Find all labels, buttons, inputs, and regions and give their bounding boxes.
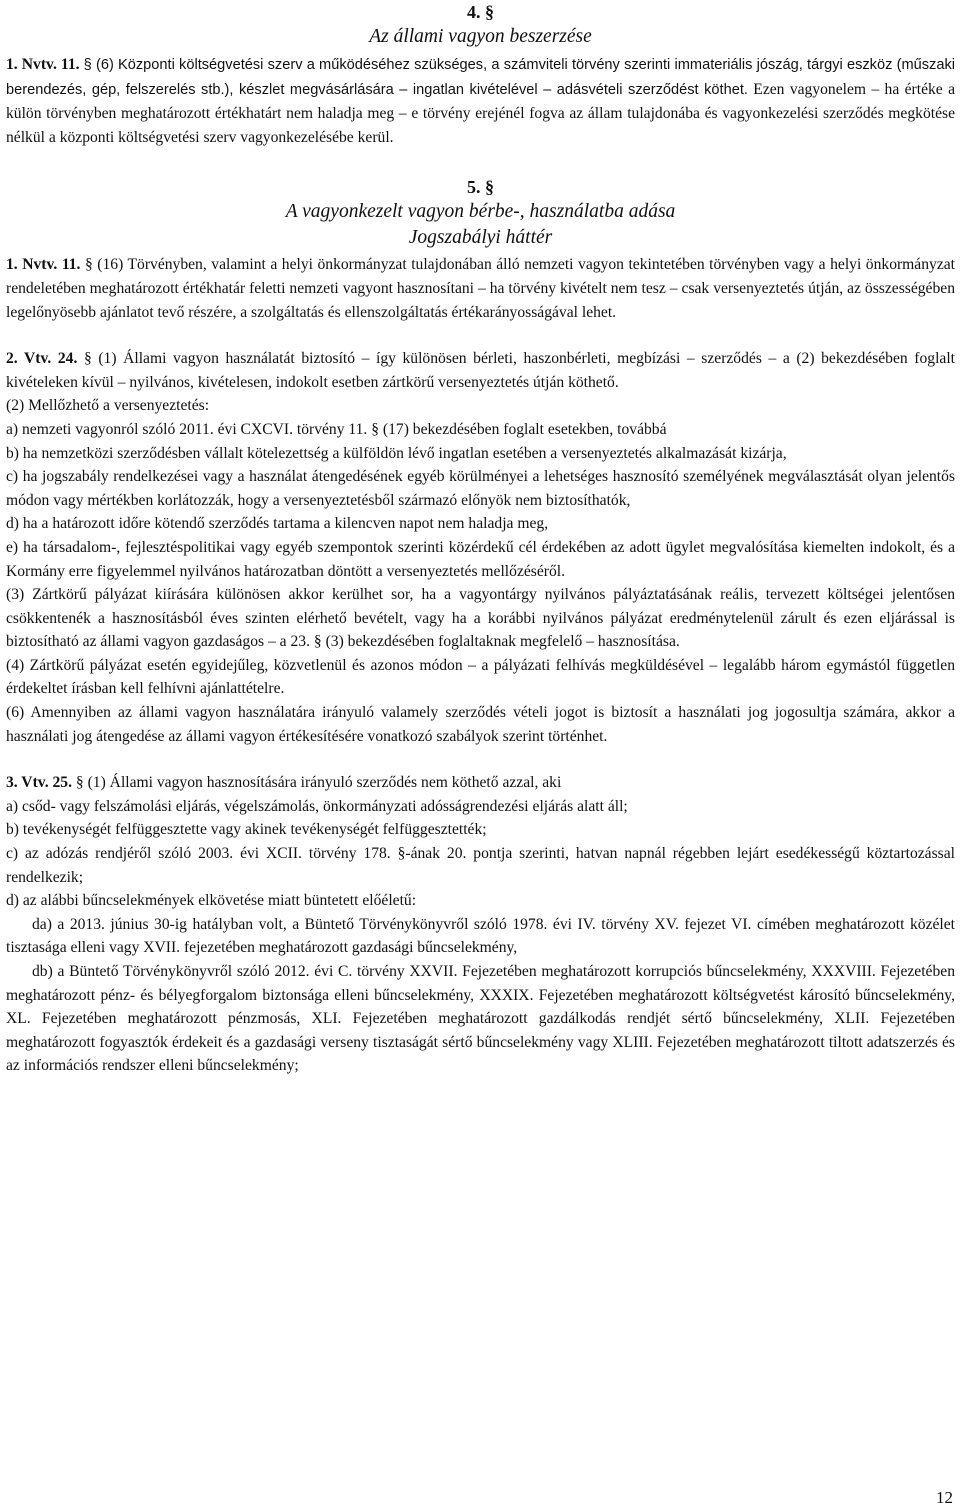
nvtv-text: § (16) Törvényben, valamint a helyi önkormányzat tulajdonában álló nemzeti vagyon tekintetében törvényben vagy a helyi önkormányzat rendeletében meghatározott értékhatár feletti nemzeti vagyont hasznosítani – ha törvény kivételt nem tesz – csak versenyeztetés útján, az összességében legelőnyösebb ajánlatot tevő részére, a szolgáltatás és ellenszolgáltatás értékarányosságával lehet. (6, 256, 956, 321)
vtv24-item-2: (2) Mellőzhető a versenyeztetés: (6, 397, 210, 415)
vtv24-item-4: (4) Zártkörű pályázat esetén egyidejűleg, közvetlenül és azonos módon – a pályázati felhívás megküldésével – legalább három egymástól független érdekeltet írásban kell felhívni ajánlattételre. (6, 656, 955, 698)
vtv25-item-c: c) az adózás rendjéről szóló 2003. évi XCII. törvény 178. §-ának 20. pontja szerinti, hatvan napnál régebben lejárt esedékességű köztartozással rendelkezik; (6, 845, 955, 886)
vtv25-item-a: a) csőd- vagy felszámolási eljárás, végelszámolás, önkormányzati adósságrendezési eljárás alatt áll; (6, 797, 628, 815)
section-5-title: A vagyonkezelt vagyon bérbe-, használatba adása (285, 201, 676, 223)
document-page (6, 0, 955, 1078)
vtv24-paragraph (6, 347, 955, 394)
vtv25-paragraph (6, 771, 955, 795)
nvtv-paragraph (6, 253, 955, 324)
vtv25-item-da: da) a 2013. június 30-ig hatályban volt, a Büntető Törvénykönyvről szóló 1978. évi IV. törvény XV. fejezet VI. címében meghatározott közélet tisztasága elleni vagy XVII. fejezetében meghatározott gazdasági bűncselekmény, (6, 915, 955, 957)
vtv24-text: § (1) Állami vagyon használatát biztosító – így különösen bérleti, haszonbérleti, megbízási – szerződés – a (2) bekezdésében foglalt kivételeken kívül – nyilvános, kivételesen, indokolt esetben zártkörű versenyeztetés útján köthető. (6, 350, 955, 391)
section-4-heading (6, 0, 955, 50)
section-4-ref: 1. Nvtv. 11. (6, 56, 80, 73)
vtv24-item-d: d) ha a határozott időre kötendő szerződés tartama a kilencven napot nem haladja meg, (6, 515, 549, 533)
vtv24-item-6: (6) Amennyiben az állami vagyon használatára irányuló valamely szerződés vételi jogot is biztosít a használati jog jogosultja számára, akkor a használati jog átengedése az állami vagyon értékesítésére vonatkozó szabályok szerint történhet. (6, 704, 955, 745)
page-number: 12 (936, 1488, 953, 1507)
vtv24-item-b: b) ha nemzetközi szerződésben vállalt kötelezettség a külföldön lévő ingatlan esetében a versenyeztetés alkalmazását kizárja, (6, 444, 787, 462)
vtv25-text: § (1) Állami vagyon hasznosítására irányuló szerződés nem köthető azzal, aki (75, 774, 562, 792)
section-5-subtitle: Jogszabályi háttér (408, 227, 553, 249)
section-4-number: 4. § (467, 2, 494, 22)
section-4-text: § (6) Központi költségvetési szerv a működéséhez szükséges, a számviteli törvény szerinti immateriális jószág, tárgyi eszköz (műszaki berendezés, gép, felszerelés stb.), készlet megvásárlására – ingatlan kivételével – adásvételi szerződést köthet. (6, 57, 955, 98)
vtv25-ref: 3. Vtv. 25. (6, 774, 72, 792)
vtv25-item-b: b) tevékenységét felfüggesztette vagy akinek tevékenységét felfüggesztették; (6, 821, 487, 839)
vtv24-item-c: c) ha jogszabály rendelkezései vagy a használat átengedésének egyéb körülményei a lehetséges hasznosító személyének megválasztását olyan jelentős módon vagy mértékben korlátozzák, hogy a versenyeztetésből származó előnyök nem biztosíthatók, (6, 468, 955, 509)
vtv24-item-e: e) ha társadalom-, fejlesztéspolitikai vagy egyéb szempontok szerinti közérdekű cél érdekében az adott ügylet megvalósítása kiemelten indokolt, és a Kormány erre figyelemmel nyilvános határozatban döntött a versenyeztetés mellőzéséről. (6, 538, 955, 580)
nvtv-ref: 1. Nvtv. 11. (6, 256, 81, 274)
section-4-text-2: Ezen vagyonelem – ha értéke a külön törvényben meghatározott értékhatárt nem haladja meg – e törvény erejénél fogva az állam tulajdonába és vagyonkezelési szerződés megkötése nélkül a központi költségvetési szerv vagyonkezelésébe kerül. (6, 80, 955, 146)
vtv25-item-d: d) az alábbi bűncselekmények elkövetése miatt büntetett előéletű: (6, 892, 417, 910)
vtv24-item-3: (3) Zártkörű pályázat kiírására különösen akkor kerülhet sor, ha a vagyontárgy nyilvános pályáztatásának reális, tervezett költségei jelentősen csökkentenék a hasznosításból éves szinten elérhető bevételt, vagy ha a korábbi nyilvános pályázat eredménytelenül zárult és ezen eljárással is biztosítható az állami vagyon gazdaságos – a 23. § (3) bekezdésében foglaltaknak megfelelő – hasznosítása. (6, 586, 955, 651)
section-4-title: Az állami vagyon beszerzése (369, 26, 592, 47)
vtv25-item-db: db) a Büntető Törvénykönyvről szóló 2012. évi C. törvény XXVII. Fejezetében meghatározott korrupciós bűncselekmény, XXXVIII. Fejezetében meghatározott pénz- és bélyegforgalom biztonsága elleni bűncselekmény, XXXIX. Fejezetében meghatározott költségvetést károsító bűncselekmény, XL. Fejezetében meghatározott pénzmosás, XLI. Fejezetében meghatározott gazdálkodás rendjét sértő bűncselekmény, XLII. Fejezetében meghatározott fogyasztók érdekeit és a gazdasági verseny tisztaságát sértő bűncselekmény vagy XLIII. Fejezetében meghatározott tiltott adatszerzés és az információs rendszer elleni bűncselekmény; (6, 963, 955, 1075)
section-5-number: 5. § (467, 177, 494, 198)
vtv24-ref: 2. Vtv. 24. (6, 350, 78, 368)
vtv24-item-a: a) nemzeti vagyonról szóló 2011. évi CXCVI. törvény 11. § (17) bekezdésében foglalt esetekben, továbbá (6, 420, 667, 438)
section-5-heading (6, 175, 955, 251)
section-4-paragraph (6, 53, 955, 149)
